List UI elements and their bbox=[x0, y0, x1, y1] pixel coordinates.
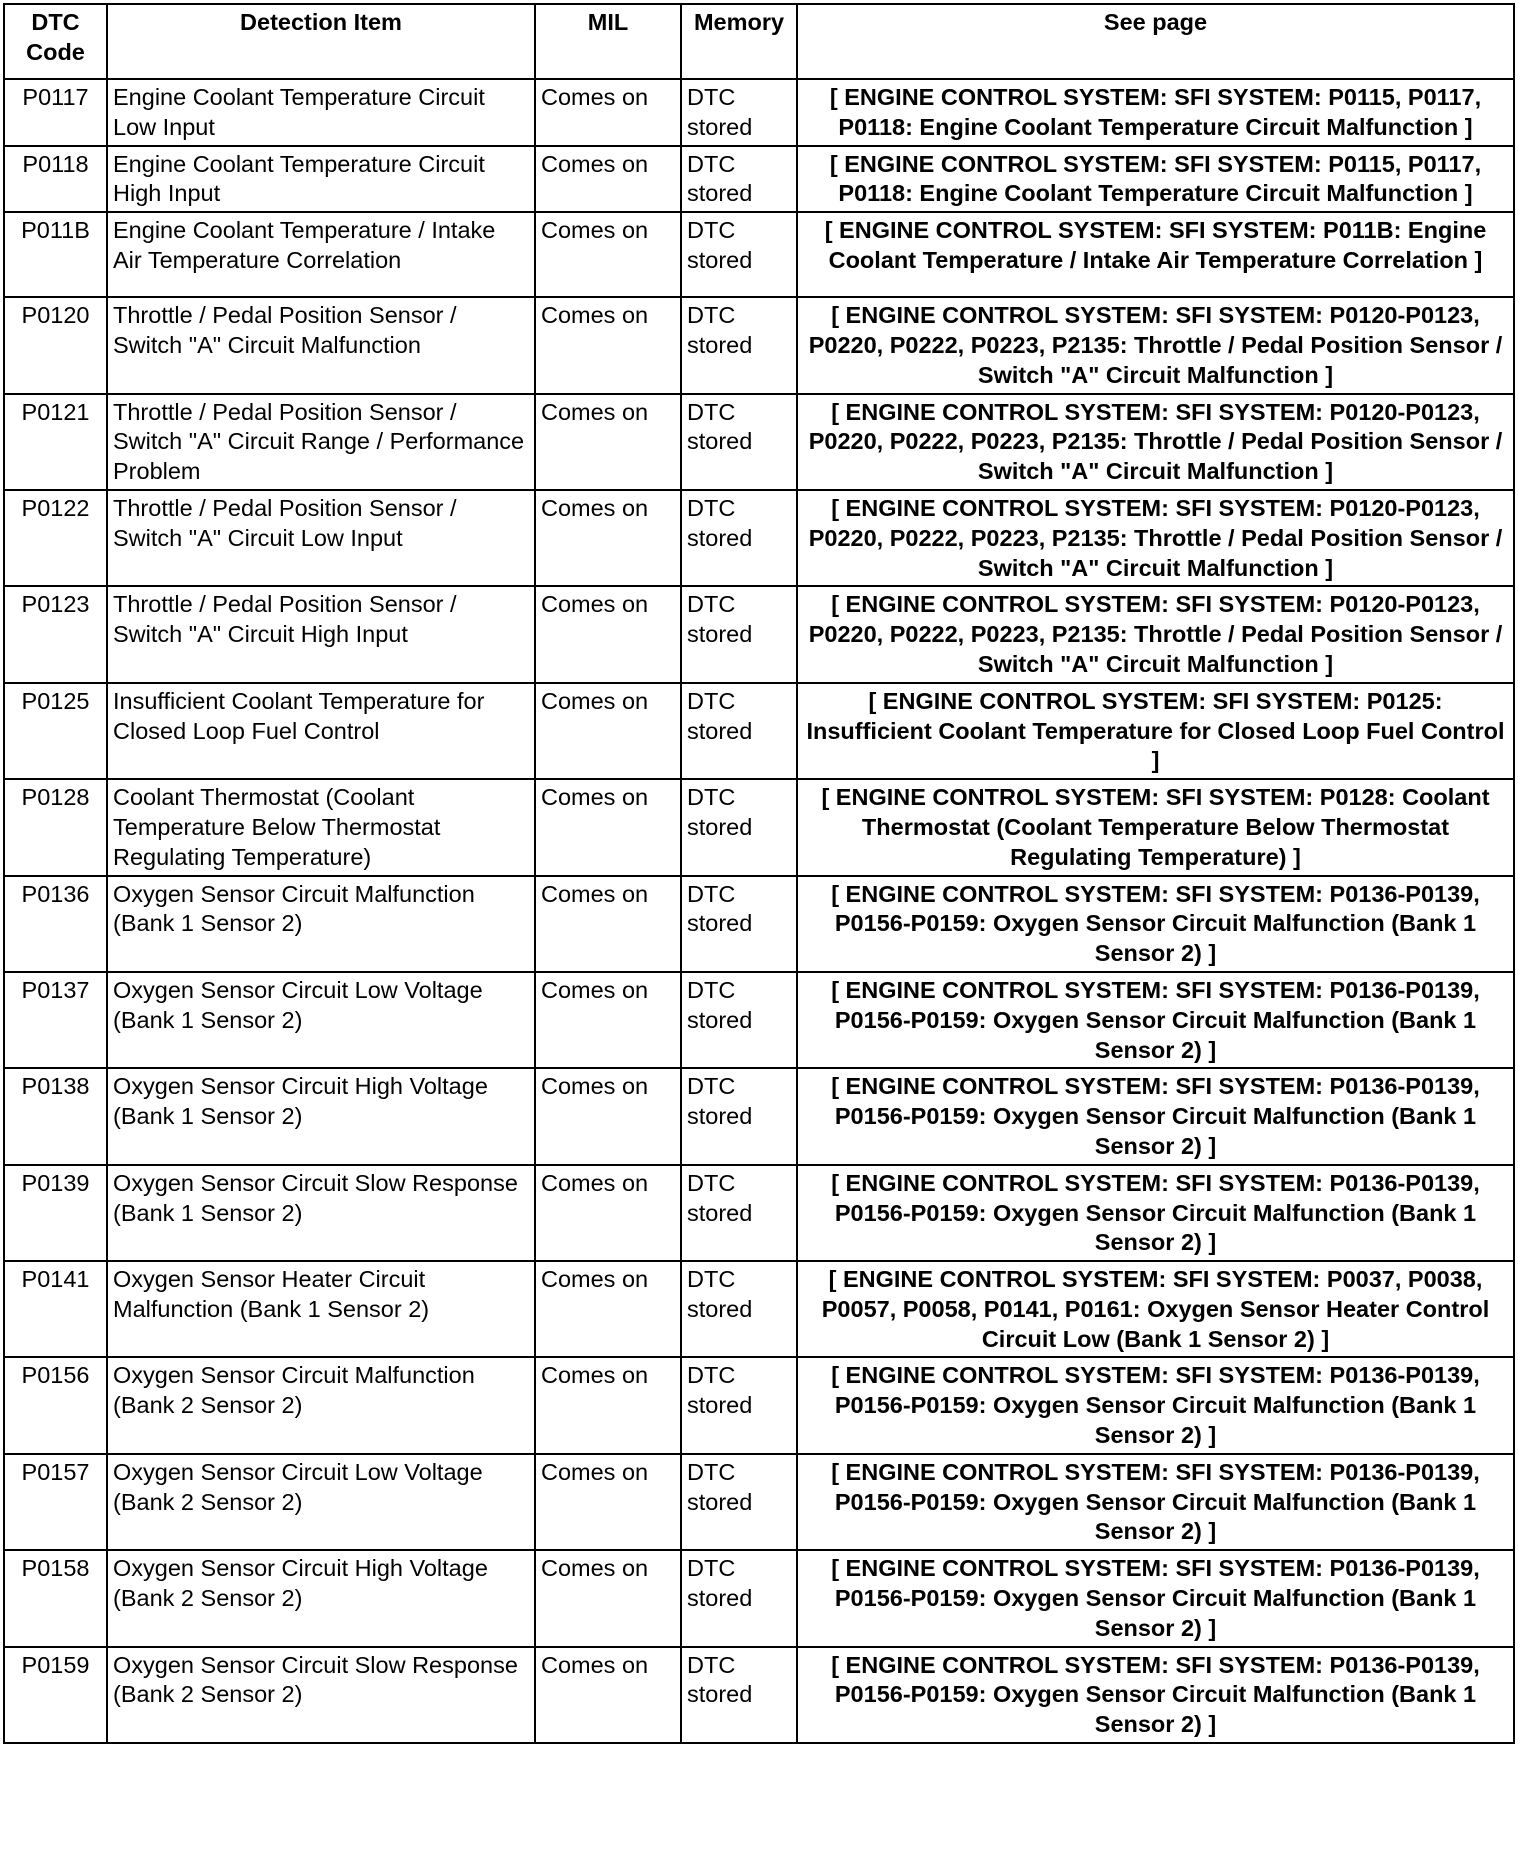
memory-cell: DTC stored bbox=[681, 394, 797, 490]
memory-cell: DTC stored bbox=[681, 212, 797, 297]
detection-item-cell: Insufficient Coolant Temperature for Closed Loop Fuel Control bbox=[107, 683, 535, 779]
memory-cell: DTC stored bbox=[681, 490, 797, 586]
table-row bbox=[4, 212, 1514, 297]
memory-cell: DTC stored bbox=[681, 1454, 797, 1550]
table-row bbox=[4, 1550, 1514, 1646]
memory-cell: DTC stored bbox=[681, 1357, 797, 1453]
table-body bbox=[4, 79, 1514, 1743]
header-mil: MIL bbox=[535, 4, 681, 79]
mil-cell: Comes on bbox=[535, 779, 681, 875]
memory-cell: DTC stored bbox=[681, 876, 797, 972]
detection-item-cell: Engine Coolant Temperature Circuit High Input bbox=[107, 146, 535, 213]
memory-cell: DTC stored bbox=[681, 1165, 797, 1261]
see-page-link[interactable]: [ ENGINE CONTROL SYSTEM: SFI SYSTEM: P0120-P0123, P0220, P0222, P0223, P2135: Throttle / Pedal Position Sensor / Switch "A" Circuit Malfunction ] bbox=[797, 490, 1514, 586]
table-row bbox=[4, 683, 1514, 779]
dtc-code-cell: P0121 bbox=[4, 394, 107, 490]
dtc-code-cell: P0159 bbox=[4, 1647, 107, 1743]
memory-cell: DTC stored bbox=[681, 972, 797, 1068]
dtc-table-container bbox=[3, 3, 1513, 1744]
see-page-link[interactable]: [ ENGINE CONTROL SYSTEM: SFI SYSTEM: P0136-P0139, P0156-P0159: Oxygen Sensor Circuit Malfunction (Bank 1 Sensor 2) ] bbox=[797, 1068, 1514, 1164]
detection-item-cell: Throttle / Pedal Position Sensor / Switch "A" Circuit Low Input bbox=[107, 490, 535, 586]
dtc-code-cell: P0123 bbox=[4, 586, 107, 682]
header-detection-item: Detection Item bbox=[107, 4, 535, 79]
mil-cell: Comes on bbox=[535, 1261, 681, 1357]
header-memory: Memory bbox=[681, 4, 797, 79]
detection-item-cell: Oxygen Sensor Circuit High Voltage (Bank 2 Sensor 2) bbox=[107, 1550, 535, 1646]
mil-cell: Comes on bbox=[535, 1165, 681, 1261]
table-row bbox=[4, 876, 1514, 972]
dtc-code-cell: P0125 bbox=[4, 683, 107, 779]
mil-cell: Comes on bbox=[535, 876, 681, 972]
dtc-code-cell: P0118 bbox=[4, 146, 107, 213]
dtc-code-cell: P0141 bbox=[4, 1261, 107, 1357]
dtc-table bbox=[3, 3, 1515, 1744]
table-row bbox=[4, 1647, 1514, 1743]
dtc-code-cell: P0156 bbox=[4, 1357, 107, 1453]
dtc-code-cell: P0139 bbox=[4, 1165, 107, 1261]
see-page-link[interactable]: [ ENGINE CONTROL SYSTEM: SFI SYSTEM: P0136-P0139, P0156-P0159: Oxygen Sensor Circuit Malfunction (Bank 1 Sensor 2) ] bbox=[797, 876, 1514, 972]
memory-cell: DTC stored bbox=[681, 297, 797, 393]
memory-cell: DTC stored bbox=[681, 1647, 797, 1743]
dtc-code-cell: P0157 bbox=[4, 1454, 107, 1550]
dtc-code-cell: P0138 bbox=[4, 1068, 107, 1164]
see-page-link[interactable]: [ ENGINE CONTROL SYSTEM: SFI SYSTEM: P0037, P0038, P0057, P0058, P0141, P0161: Oxygen Sensor Heater Control Circuit Low (Bank 1 Sensor 2) ] bbox=[797, 1261, 1514, 1357]
memory-cell: DTC stored bbox=[681, 1068, 797, 1164]
memory-cell: DTC stored bbox=[681, 1550, 797, 1646]
mil-cell: Comes on bbox=[535, 1647, 681, 1743]
detection-item-cell: Oxygen Sensor Circuit Malfunction (Bank 2 Sensor 2) bbox=[107, 1357, 535, 1453]
see-page-link[interactable]: [ ENGINE CONTROL SYSTEM: SFI SYSTEM: P0136-P0139, P0156-P0159: Oxygen Sensor Circuit Malfunction (Bank 1 Sensor 2) ] bbox=[797, 1550, 1514, 1646]
dtc-code-cell: P0158 bbox=[4, 1550, 107, 1646]
mil-cell: Comes on bbox=[535, 1550, 681, 1646]
table-row bbox=[4, 972, 1514, 1068]
see-page-link[interactable]: [ ENGINE CONTROL SYSTEM: SFI SYSTEM: P0136-P0139, P0156-P0159: Oxygen Sensor Circuit Malfunction (Bank 1 Sensor 2) ] bbox=[797, 1647, 1514, 1743]
table-row bbox=[4, 394, 1514, 490]
see-page-link[interactable]: [ ENGINE CONTROL SYSTEM: SFI SYSTEM: P0115, P0117, P0118: Engine Coolant Temperature Circuit Malfunction ] bbox=[797, 79, 1514, 146]
detection-item-cell: Throttle / Pedal Position Sensor / Switch "A" Circuit Malfunction bbox=[107, 297, 535, 393]
detection-item-cell: Oxygen Sensor Circuit Slow Response (Bank 2 Sensor 2) bbox=[107, 1647, 535, 1743]
detection-item-cell: Oxygen Sensor Circuit Malfunction (Bank 1 Sensor 2) bbox=[107, 876, 535, 972]
header-see-page: See page bbox=[797, 4, 1514, 79]
see-page-link[interactable]: [ ENGINE CONTROL SYSTEM: SFI SYSTEM: P0115, P0117, P0118: Engine Coolant Temperature Circuit Malfunction ] bbox=[797, 146, 1514, 213]
detection-item-cell: Oxygen Sensor Circuit Low Voltage (Bank 1 Sensor 2) bbox=[107, 972, 535, 1068]
dtc-code-cell: P011B bbox=[4, 212, 107, 297]
see-page-link[interactable]: [ ENGINE CONTROL SYSTEM: SFI SYSTEM: P011B: Engine Coolant Temperature / Intake Air Temperature Correlation ] bbox=[797, 212, 1514, 297]
dtc-code-cell: P0128 bbox=[4, 779, 107, 875]
see-page-link[interactable]: [ ENGINE CONTROL SYSTEM: SFI SYSTEM: P0125: Insufficient Coolant Temperature for Closed Loop Fuel Control ] bbox=[797, 683, 1514, 779]
table-row bbox=[4, 1068, 1514, 1164]
see-page-link[interactable]: [ ENGINE CONTROL SYSTEM: SFI SYSTEM: P0136-P0139, P0156-P0159: Oxygen Sensor Circuit Malfunction (Bank 1 Sensor 2) ] bbox=[797, 1357, 1514, 1453]
see-page-link[interactable]: [ ENGINE CONTROL SYSTEM: SFI SYSTEM: P0120-P0123, P0220, P0222, P0223, P2135: Throttle / Pedal Position Sensor / Switch "A" Circuit Malfunction ] bbox=[797, 394, 1514, 490]
detection-item-cell: Oxygen Sensor Circuit Low Voltage (Bank 2 Sensor 2) bbox=[107, 1454, 535, 1550]
mil-cell: Comes on bbox=[535, 490, 681, 586]
memory-cell: DTC stored bbox=[681, 1261, 797, 1357]
table-header-row bbox=[4, 4, 1514, 79]
dtc-code-cell: P0117 bbox=[4, 79, 107, 146]
mil-cell: Comes on bbox=[535, 212, 681, 297]
mil-cell: Comes on bbox=[535, 297, 681, 393]
table-row bbox=[4, 490, 1514, 586]
table-row bbox=[4, 79, 1514, 146]
see-page-link[interactable]: [ ENGINE CONTROL SYSTEM: SFI SYSTEM: P0120-P0123, P0220, P0222, P0223, P2135: Throttle / Pedal Position Sensor / Switch "A" Circuit Malfunction ] bbox=[797, 297, 1514, 393]
dtc-code-cell: P0136 bbox=[4, 876, 107, 972]
header-dtc-code: DTC Code bbox=[4, 4, 107, 79]
dtc-code-cell: P0122 bbox=[4, 490, 107, 586]
memory-cell: DTC stored bbox=[681, 586, 797, 682]
mil-cell: Comes on bbox=[535, 1357, 681, 1453]
see-page-link[interactable]: [ ENGINE CONTROL SYSTEM: SFI SYSTEM: P0136-P0139, P0156-P0159: Oxygen Sensor Circuit Malfunction (Bank 1 Sensor 2) ] bbox=[797, 1165, 1514, 1261]
detection-item-cell: Oxygen Sensor Heater Circuit Malfunction (Bank 1 Sensor 2) bbox=[107, 1261, 535, 1357]
table-row bbox=[4, 779, 1514, 875]
table-row bbox=[4, 146, 1514, 213]
see-page-link[interactable]: [ ENGINE CONTROL SYSTEM: SFI SYSTEM: P0120-P0123, P0220, P0222, P0223, P2135: Throttle / Pedal Position Sensor / Switch "A" Circuit Malfunction ] bbox=[797, 586, 1514, 682]
detection-item-cell: Throttle / Pedal Position Sensor / Switch "A" Circuit Range / Performance Problem bbox=[107, 394, 535, 490]
detection-item-cell: Engine Coolant Temperature / Intake Air Temperature Correlation bbox=[107, 212, 535, 297]
mil-cell: Comes on bbox=[535, 146, 681, 213]
memory-cell: DTC stored bbox=[681, 779, 797, 875]
mil-cell: Comes on bbox=[535, 972, 681, 1068]
table-row bbox=[4, 1261, 1514, 1357]
memory-cell: DTC stored bbox=[681, 146, 797, 213]
mil-cell: Comes on bbox=[535, 394, 681, 490]
table-row bbox=[4, 1357, 1514, 1453]
detection-item-cell: Throttle / Pedal Position Sensor / Switch "A" Circuit High Input bbox=[107, 586, 535, 682]
mil-cell: Comes on bbox=[535, 1454, 681, 1550]
see-page-link[interactable]: [ ENGINE CONTROL SYSTEM: SFI SYSTEM: P0136-P0139, P0156-P0159: Oxygen Sensor Circuit Malfunction (Bank 1 Sensor 2) ] bbox=[797, 1454, 1514, 1550]
table-row bbox=[4, 1454, 1514, 1550]
dtc-code-cell: P0137 bbox=[4, 972, 107, 1068]
see-page-link[interactable]: [ ENGINE CONTROL SYSTEM: SFI SYSTEM: P0136-P0139, P0156-P0159: Oxygen Sensor Circuit Malfunction (Bank 1 Sensor 2) ] bbox=[797, 972, 1514, 1068]
table-row bbox=[4, 1165, 1514, 1261]
mil-cell: Comes on bbox=[535, 683, 681, 779]
detection-item-cell: Oxygen Sensor Circuit High Voltage (Bank 1 Sensor 2) bbox=[107, 1068, 535, 1164]
mil-cell: Comes on bbox=[535, 586, 681, 682]
memory-cell: DTC stored bbox=[681, 683, 797, 779]
table-row bbox=[4, 297, 1514, 393]
detection-item-cell: Oxygen Sensor Circuit Slow Response (Bank 1 Sensor 2) bbox=[107, 1165, 535, 1261]
mil-cell: Comes on bbox=[535, 1068, 681, 1164]
dtc-code-cell: P0120 bbox=[4, 297, 107, 393]
detection-item-cell: Engine Coolant Temperature Circuit Low Input bbox=[107, 79, 535, 146]
memory-cell: DTC stored bbox=[681, 79, 797, 146]
mil-cell: Comes on bbox=[535, 79, 681, 146]
detection-item-cell: Coolant Thermostat (Coolant Temperature Below Thermostat Regulating Temperature) bbox=[107, 779, 535, 875]
see-page-link[interactable]: [ ENGINE CONTROL SYSTEM: SFI SYSTEM: P0128: Coolant Thermostat (Coolant Temperature Below Thermostat Regulating Temperature) ] bbox=[797, 779, 1514, 875]
table-row bbox=[4, 586, 1514, 682]
